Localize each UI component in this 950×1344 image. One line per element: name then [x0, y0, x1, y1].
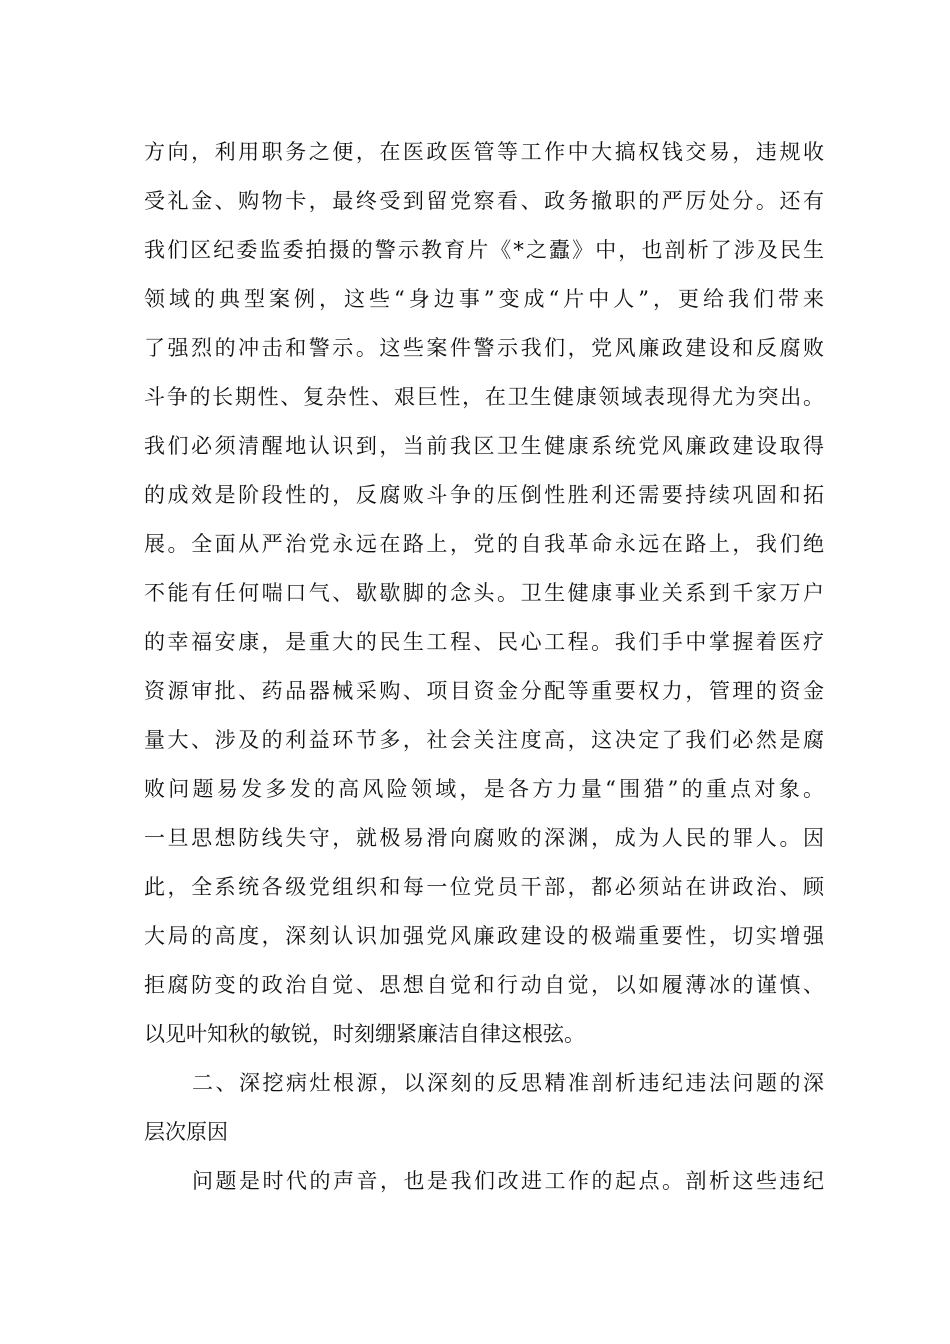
paragraph-line: 不能有任何喘口气、歇歇脚的念头。卫生健康事业关系到千家万户	[144, 581, 824, 605]
paragraph-line: 拒腐防变的政治自觉、思想自觉和行动自觉，以如履薄冰的谨慎、	[144, 973, 824, 997]
paragraph-line: 大局的高度，深刻认识加强党风廉政建设的极端重要性，切实增强	[144, 924, 824, 948]
paragraph-line: 方向，利用职务之便，在医政医管等工作中大搞权钱交易，违规收	[144, 140, 824, 164]
body-text	[144, 128, 824, 1206]
paragraph-line: 的成效是阶段性的，反腐败斗争的压倒性胜利还需要持续巩固和拓	[144, 483, 824, 507]
paragraph-line: 我们区纪委监委拍摄的警示教育片《*之蠹》中，也剖析了涉及民生	[144, 238, 824, 262]
paragraph-line: 了强烈的冲击和警示。这些案件警示我们，党风廉政建设和反腐败	[144, 336, 824, 360]
paragraph-line-first: 问题是时代的声音，也是我们改进工作的起点。剖析这些违纪	[192, 1169, 824, 1193]
paragraph-line-last: 以见叶知秋的敏锐，时刻绷紧廉洁自律这根弦。	[144, 1022, 585, 1046]
paragraph-line: 的幸福安康，是重大的民生工程、民心工程。我们手中掌握着医疗	[144, 630, 824, 654]
paragraph-line: 此，全系统各级党组织和每一位党员干部，都必须站在讲政治、顾	[144, 875, 824, 899]
paragraph-line: 受礼金、购物卡，最终受到留党察看、政务撤职的严厉处分。还有	[144, 189, 824, 213]
section-heading-line-last: 层次原因	[144, 1120, 228, 1144]
paragraph-line: 我们必须清醒地认识到，当前我区卫生健康系统党风廉政建设取得	[144, 434, 824, 458]
paragraph-line: 一旦思想防线失守，就极易滑向腐败的深渊，成为人民的罪人。因	[144, 826, 824, 850]
paragraph-line: 领域的典型案例，这些“身边事”变成“片中人”，更给我们带来	[144, 287, 824, 311]
paragraph-line: 资源审批、药品器械采购、项目资金分配等重要权力，管理的资金	[144, 679, 824, 703]
paragraph-line: 量大、涉及的利益环节多，社会关注度高，这决定了我们必然是腐	[144, 728, 824, 752]
paragraph-line: 败问题易发多发的高风险领域，是各方力量“围猎”的重点对象。	[144, 777, 824, 801]
paragraph-line: 斗争的长期性、复杂性、艰巨性，在卫生健康领域表现得尤为突出。	[144, 385, 824, 409]
paragraph-line: 展。全面从严治党永远在路上，党的自我革命永远在路上，我们绝	[144, 532, 824, 556]
section-heading-line: 二、深挖病灶根源，以深刻的反思精准剖析违纪违法问题的深	[192, 1071, 824, 1095]
